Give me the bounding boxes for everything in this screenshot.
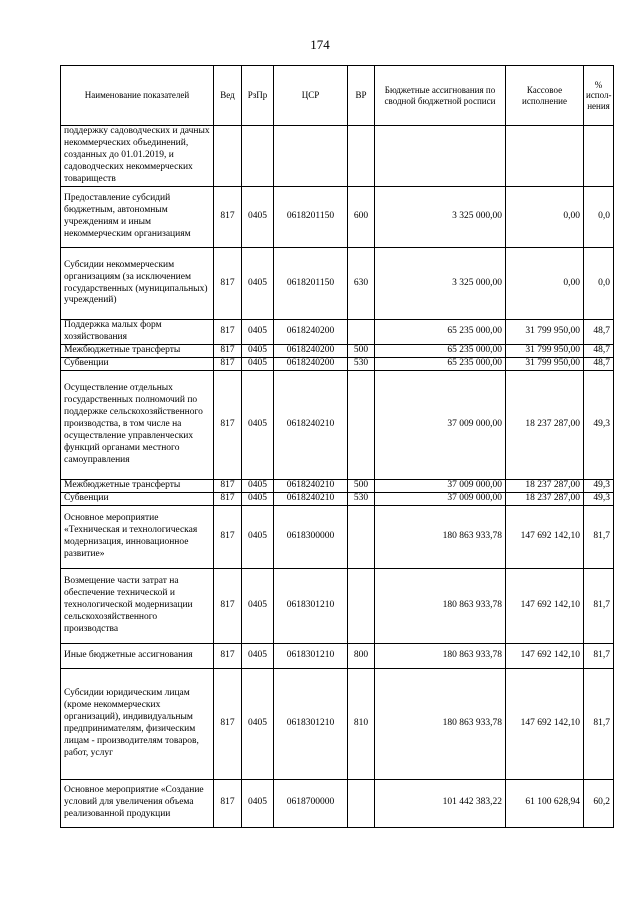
cell-csr: 0618240210 <box>274 370 348 479</box>
cell-ved: 817 <box>214 643 242 668</box>
cell-vr <box>348 320 375 345</box>
cell-percent: 48,7 <box>584 345 614 358</box>
cell-percent: 81,7 <box>584 668 614 779</box>
cell-budget: 65 235 000,00 <box>375 320 506 345</box>
cell-rzpr: 0405 <box>242 505 274 568</box>
table-row <box>61 568 614 643</box>
cell-cash: 61 100 628,94 <box>506 779 584 827</box>
table-row <box>61 187 614 248</box>
cell-ved: 817 <box>214 668 242 779</box>
cell-cash: 147 692 142,10 <box>506 568 584 643</box>
cell-percent: 49,3 <box>584 479 614 492</box>
cell-budget: 180 863 933,78 <box>375 643 506 668</box>
cell-name: Межбюджетные трансферты <box>61 479 214 492</box>
table-row <box>61 643 614 668</box>
table-row <box>61 505 614 568</box>
cell-cash: 147 692 142,10 <box>506 643 584 668</box>
cell-cash <box>506 126 584 187</box>
table-row <box>61 126 614 187</box>
cell-csr <box>274 126 348 187</box>
cell-cash: 31 799 950,00 <box>506 320 584 345</box>
cell-percent: 81,7 <box>584 505 614 568</box>
cell-rzpr: 0405 <box>242 248 274 320</box>
table-row <box>61 492 614 505</box>
cell-vr: 800 <box>348 643 375 668</box>
cell-cash: 147 692 142,10 <box>506 668 584 779</box>
cell-cash: 18 237 287,00 <box>506 479 584 492</box>
cell-cash: 147 692 142,10 <box>506 505 584 568</box>
table-row <box>61 358 614 371</box>
cell-csr: 0618301210 <box>274 668 348 779</box>
cell-rzpr <box>242 126 274 187</box>
cell-budget: 180 863 933,78 <box>375 505 506 568</box>
cell-cash: 0,00 <box>506 248 584 320</box>
cell-rzpr: 0405 <box>242 358 274 371</box>
cell-ved: 817 <box>214 492 242 505</box>
header-rzpr: РзПр <box>242 66 274 126</box>
cell-percent: 0,0 <box>584 187 614 248</box>
cell-vr <box>348 126 375 187</box>
table-row <box>61 248 614 320</box>
cell-rzpr: 0405 <box>242 568 274 643</box>
budget-table <box>60 65 614 828</box>
cell-vr: 530 <box>348 358 375 371</box>
cell-cash: 0,00 <box>506 187 584 248</box>
cell-name: Поддержка малых форм хозяйствования <box>61 320 214 345</box>
header-ved: Вед <box>214 66 242 126</box>
table-body <box>61 126 614 828</box>
header-csr: ЦСР <box>274 66 348 126</box>
cell-cash: 18 237 287,00 <box>506 370 584 479</box>
cell-rzpr: 0405 <box>242 345 274 358</box>
cell-percent: 81,7 <box>584 568 614 643</box>
cell-ved <box>214 126 242 187</box>
cell-name: Иные бюджетные ассигнования <box>61 643 214 668</box>
cell-ved: 817 <box>214 505 242 568</box>
page-number: 174 <box>310 37 330 52</box>
cell-name: Возмещение части затрат на обеспечение технической и технологической модернизации сельскохозяйственного производства <box>61 568 214 643</box>
cell-percent: 81,7 <box>584 643 614 668</box>
cell-percent: 0,0 <box>584 248 614 320</box>
cell-budget: 37 009 000,00 <box>375 492 506 505</box>
cell-percent: 49,3 <box>584 492 614 505</box>
cell-name: Субсидии некоммерческим организациям (за исключением государственных (муниципальных) учреждений) <box>61 248 214 320</box>
table-row <box>61 779 614 827</box>
cell-percent: 48,7 <box>584 358 614 371</box>
table-row <box>61 370 614 479</box>
cell-rzpr: 0405 <box>242 643 274 668</box>
cell-name: Межбюджетные трансферты <box>61 345 214 358</box>
cell-rzpr: 0405 <box>242 187 274 248</box>
cell-csr: 0618201150 <box>274 248 348 320</box>
cell-vr <box>348 779 375 827</box>
table-header-row <box>61 66 614 126</box>
cell-vr: 600 <box>348 187 375 248</box>
cell-ved: 817 <box>214 345 242 358</box>
cell-csr: 0618240200 <box>274 320 348 345</box>
cell-ved: 817 <box>214 187 242 248</box>
table-row <box>61 479 614 492</box>
cell-percent <box>584 126 614 187</box>
cell-csr: 0618201150 <box>274 187 348 248</box>
cell-vr <box>348 505 375 568</box>
cell-cash: 31 799 950,00 <box>506 345 584 358</box>
cell-name: Субсидии юридическим лицам (кроме некоммерческих организаций), индивидуальным предпринимателям, физическим лицам - производителям товаров, работ, услуг <box>61 668 214 779</box>
cell-rzpr: 0405 <box>242 668 274 779</box>
cell-budget: 37 009 000,00 <box>375 479 506 492</box>
cell-ved: 817 <box>214 358 242 371</box>
cell-cash: 31 799 950,00 <box>506 358 584 371</box>
cell-rzpr: 0405 <box>242 479 274 492</box>
cell-percent: 49,3 <box>584 370 614 479</box>
cell-vr <box>348 370 375 479</box>
header-vr: ВР <box>348 66 375 126</box>
cell-csr: 0618301210 <box>274 568 348 643</box>
cell-name: Предоставление субсидий бюджетным, автономным учреждениям и иным некоммерческим организациям <box>61 187 214 248</box>
cell-percent: 60,2 <box>584 779 614 827</box>
cell-ved: 817 <box>214 248 242 320</box>
cell-vr: 630 <box>348 248 375 320</box>
cell-budget <box>375 126 506 187</box>
cell-csr: 0618300000 <box>274 505 348 568</box>
cell-name: Основное мероприятие «Создание условий для увеличения объема реализованной продукции <box>61 779 214 827</box>
cell-vr <box>348 568 375 643</box>
cell-csr: 0618240200 <box>274 345 348 358</box>
table-row <box>61 668 614 779</box>
header-budget: Бюджетные ассигнования по сводной бюджетной росписи <box>375 66 506 126</box>
cell-budget: 180 863 933,78 <box>375 668 506 779</box>
cell-name: Субвенции <box>61 358 214 371</box>
cell-csr: 0618240200 <box>274 358 348 371</box>
table-row <box>61 345 614 358</box>
cell-vr: 810 <box>348 668 375 779</box>
cell-csr: 0618700000 <box>274 779 348 827</box>
cell-csr: 0618301210 <box>274 643 348 668</box>
cell-cash: 18 237 287,00 <box>506 492 584 505</box>
cell-csr: 0618240210 <box>274 479 348 492</box>
cell-name: поддержку садоводческих и дачных некоммерческих объединений, созданных до 01.01.2019, и садоводческих некоммерческих товариществ <box>61 126 214 187</box>
cell-rzpr: 0405 <box>242 370 274 479</box>
cell-ved: 817 <box>214 568 242 643</box>
cell-vr: 500 <box>348 345 375 358</box>
cell-ved: 817 <box>214 779 242 827</box>
cell-budget: 180 863 933,78 <box>375 568 506 643</box>
table-row <box>61 320 614 345</box>
cell-budget: 3 325 000,00 <box>375 248 506 320</box>
cell-budget: 101 442 383,22 <box>375 779 506 827</box>
cell-budget: 65 235 000,00 <box>375 345 506 358</box>
cell-csr: 0618240210 <box>274 492 348 505</box>
cell-vr: 530 <box>348 492 375 505</box>
cell-rzpr: 0405 <box>242 320 274 345</box>
cell-name: Субвенции <box>61 492 214 505</box>
cell-name: Осуществление отдельных государственных полномочий по поддержке сельскохозяйственного производства, в том числе на осуществление управленческих функций органами местного самоуправления <box>61 370 214 479</box>
cell-vr: 500 <box>348 479 375 492</box>
cell-name: Основное мероприятие «Техническая и технологическая модернизация, инновационное развитие» <box>61 505 214 568</box>
cell-budget: 65 235 000,00 <box>375 358 506 371</box>
cell-ved: 817 <box>214 370 242 479</box>
cell-ved: 817 <box>214 479 242 492</box>
cell-rzpr: 0405 <box>242 779 274 827</box>
cell-ved: 817 <box>214 320 242 345</box>
cell-budget: 3 325 000,00 <box>375 187 506 248</box>
cell-budget: 37 009 000,00 <box>375 370 506 479</box>
cell-rzpr: 0405 <box>242 492 274 505</box>
header-cash: Кассовое исполнение <box>506 66 584 126</box>
header-name: Наименование показателей <box>61 66 214 126</box>
cell-percent: 48,7 <box>584 320 614 345</box>
header-percent: % испол-нения <box>584 66 614 126</box>
